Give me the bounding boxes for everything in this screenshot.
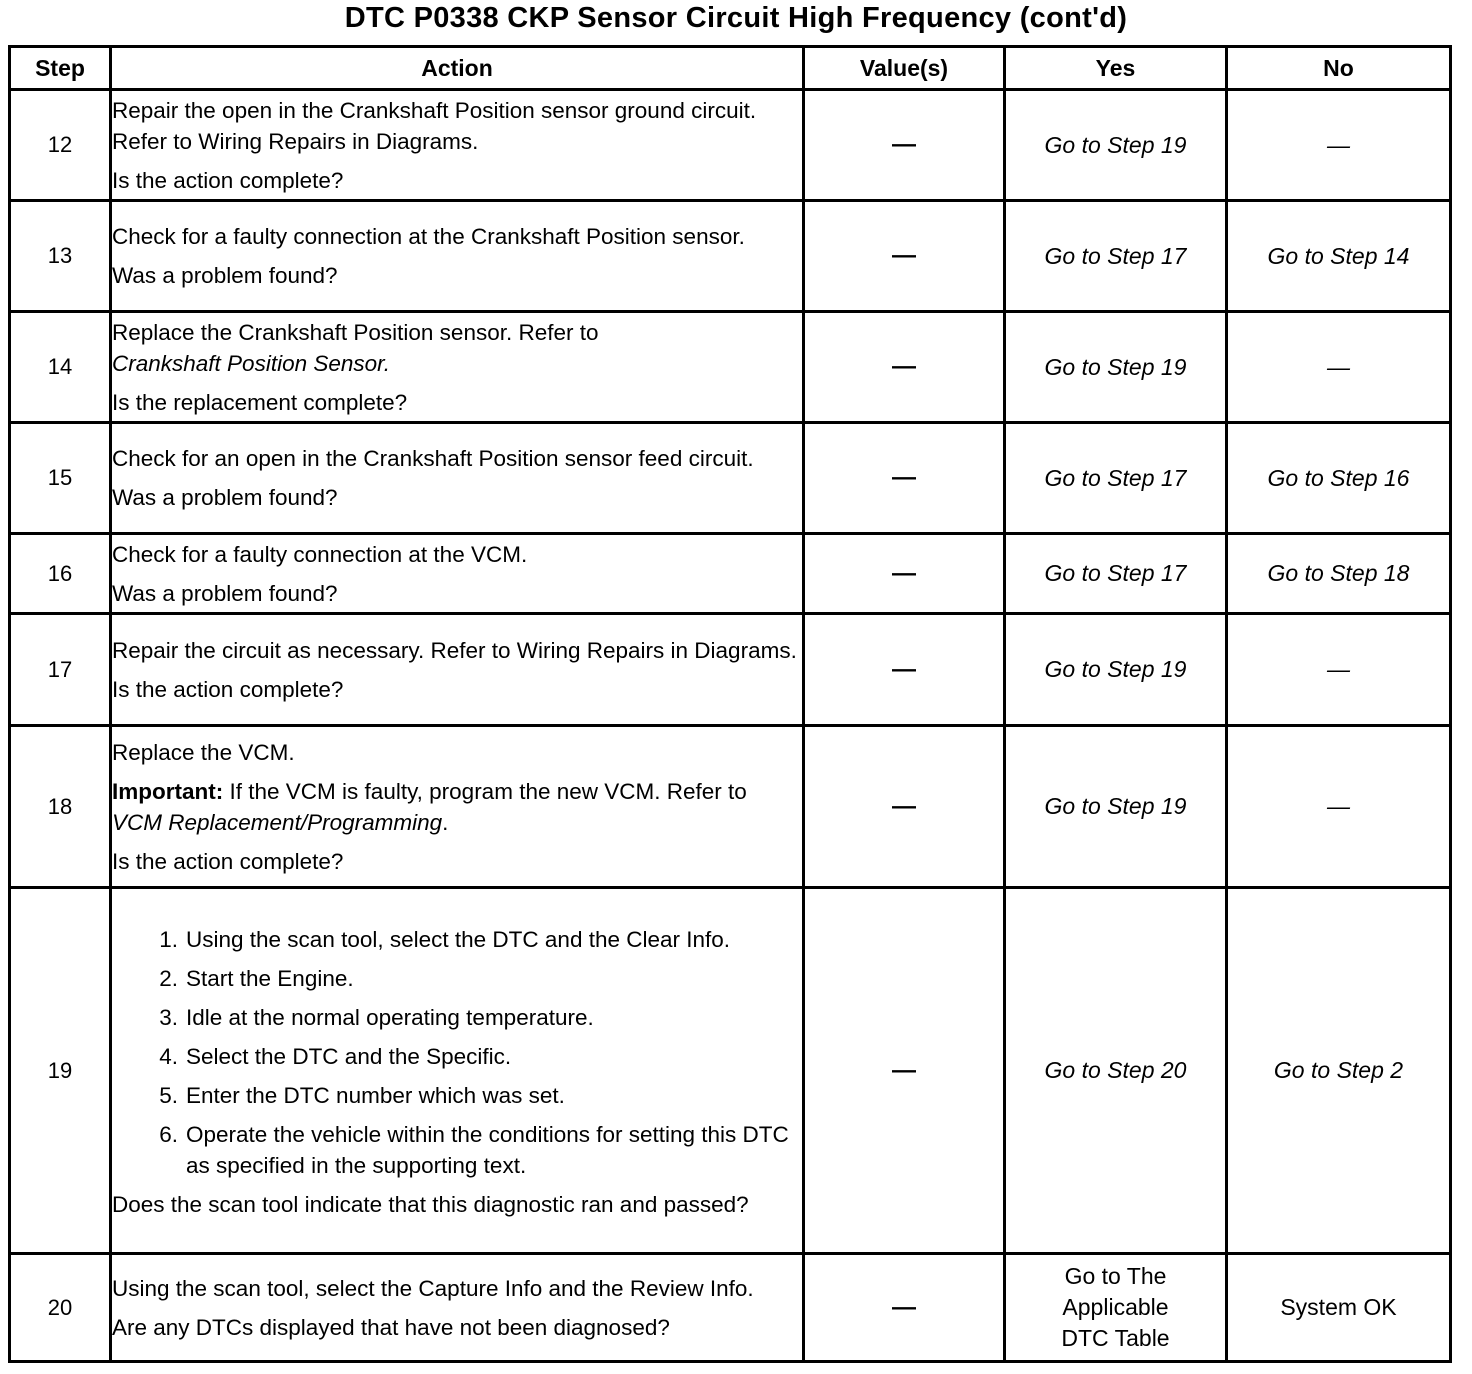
action-cell bbox=[111, 423, 804, 534]
action-cell bbox=[111, 534, 804, 614]
no-cell: — bbox=[1227, 614, 1451, 726]
action-text: Using the scan tool, select the Capture Info and the Review Info. bbox=[112, 1275, 754, 1301]
header-yes: Yes bbox=[1005, 47, 1227, 90]
diagnostic-table bbox=[8, 45, 1452, 1363]
action-question: Does the scan tool indicate that this diagnostic ran and passed? bbox=[112, 1192, 749, 1217]
action-reference: Crankshaft Position Sensor. bbox=[112, 350, 391, 376]
value-cell: — bbox=[804, 312, 1005, 423]
no-cell: Go to Step 16 bbox=[1227, 423, 1451, 534]
table-row bbox=[10, 423, 1451, 534]
no-cell: Go to Step 18 bbox=[1227, 534, 1451, 614]
important-note: Important: If the VCM is faulty, program the new VCM. Refer to VCM Replacement/Programming. bbox=[112, 778, 747, 835]
list-item: 4. Select the DTC and the Specific. bbox=[159, 1044, 512, 1069]
table-row bbox=[10, 1254, 1451, 1362]
value-cell: — bbox=[804, 423, 1005, 534]
value-cell: — bbox=[804, 534, 1005, 614]
step-number: 18 bbox=[10, 726, 111, 888]
action-question: Is the action complete? bbox=[112, 167, 344, 193]
action-cell bbox=[111, 1254, 804, 1362]
yes-cell: Go to Step 17 bbox=[1005, 423, 1227, 534]
action-cell bbox=[111, 90, 804, 201]
step-number: 12 bbox=[10, 90, 111, 201]
value-cell: — bbox=[804, 726, 1005, 888]
value-cell: — bbox=[804, 888, 1005, 1254]
action-cell bbox=[111, 312, 804, 423]
list-item: 1. Using the scan tool, select the DTC and the Clear Info. bbox=[159, 927, 731, 952]
action-question: Is the action complete? bbox=[112, 848, 344, 874]
yes-cell: Go to Step 20 bbox=[1005, 888, 1227, 1254]
no-cell: — bbox=[1227, 312, 1451, 423]
yes-cell: Go to The Applicable DTC Table bbox=[1005, 1254, 1227, 1362]
step-number: 19 bbox=[10, 888, 111, 1254]
table-row bbox=[10, 726, 1451, 888]
step-number: 17 bbox=[10, 614, 111, 726]
value-cell: — bbox=[804, 1254, 1005, 1362]
action-text: Repair the circuit as necessary. Refer to Wiring Repairs in Diagrams. bbox=[112, 637, 797, 663]
table-row bbox=[10, 888, 1451, 1254]
table-row bbox=[10, 614, 1451, 726]
yes-cell: Go to Step 19 bbox=[1005, 614, 1227, 726]
value-cell: — bbox=[804, 201, 1005, 312]
value-cell: — bbox=[804, 614, 1005, 726]
yes-cell: Go to Step 19 bbox=[1005, 90, 1227, 201]
header-action: Action bbox=[111, 47, 804, 90]
action-text: Repair the open in the Crankshaft Position sensor ground circuit. Refer to Wiring Repairs in Diagrams. bbox=[112, 97, 757, 154]
important-reference: VCM Replacement/Programming bbox=[112, 809, 443, 835]
list-item: 5. Enter the DTC number which was set. bbox=[159, 1083, 565, 1108]
action-cell bbox=[111, 726, 804, 888]
list-item: 3. Idle at the normal operating temperature. bbox=[159, 1005, 594, 1030]
procedure-list bbox=[112, 924, 802, 1181]
no-cell: — bbox=[1227, 90, 1451, 201]
yes-cell: Go to Step 19 bbox=[1005, 312, 1227, 423]
action-text: Replace the VCM. bbox=[112, 739, 295, 765]
yes-cell: Go to Step 17 bbox=[1005, 201, 1227, 312]
no-cell: Go to Step 14 bbox=[1227, 201, 1451, 312]
step-number: 15 bbox=[10, 423, 111, 534]
table-row bbox=[10, 312, 1451, 423]
step-number: 13 bbox=[10, 201, 111, 312]
action-cell bbox=[111, 888, 804, 1254]
important-label: Important: bbox=[112, 778, 224, 804]
header-step: Step bbox=[10, 47, 111, 90]
important-text: If the VCM is faulty, program the new VCM. Refer to bbox=[229, 778, 747, 804]
no-cell: Go to Step 2 bbox=[1227, 888, 1451, 1254]
step-number: 14 bbox=[10, 312, 111, 423]
action-question: Is the action complete? bbox=[112, 676, 344, 702]
action-cell bbox=[111, 614, 804, 726]
header-no: No bbox=[1227, 47, 1451, 90]
action-question: Was a problem found? bbox=[112, 263, 338, 288]
header-values: Value(s) bbox=[804, 47, 1005, 90]
no-cell: System OK bbox=[1227, 1254, 1451, 1362]
header-row bbox=[10, 47, 1451, 90]
step-number: 16 bbox=[10, 534, 111, 614]
list-item: 6. Operate the vehicle within the conditions for setting this DTC as specified in the supporting text. bbox=[159, 1122, 789, 1178]
list-item: 2. Start the Engine. bbox=[159, 966, 354, 991]
action-question: Was a problem found? bbox=[112, 485, 338, 510]
action-question: Are any DTCs displayed that have not been diagnosed? bbox=[112, 1314, 670, 1340]
action-cell bbox=[111, 201, 804, 312]
page-title: DTC P0338 CKP Sensor Circuit High Frequency (cont'd) bbox=[344, 2, 1128, 34]
no-cell: — bbox=[1227, 726, 1451, 888]
table-row bbox=[10, 201, 1451, 312]
action-text: Check for a faulty connection at the Crankshaft Position sensor. bbox=[112, 224, 745, 249]
action-text: Check for an open in the Crankshaft Position sensor feed circuit. bbox=[112, 446, 754, 471]
table-row bbox=[10, 534, 1451, 614]
value-cell: — bbox=[804, 90, 1005, 201]
action-text: Replace the Crankshaft Position sensor. Refer to bbox=[112, 319, 599, 345]
action-question: Is the replacement complete? bbox=[112, 389, 408, 415]
action-question: Was a problem found? bbox=[112, 580, 338, 606]
yes-cell: Go to Step 19 bbox=[1005, 726, 1227, 888]
yes-cell: Go to Step 17 bbox=[1005, 534, 1227, 614]
step-number: 20 bbox=[10, 1254, 111, 1362]
table-row bbox=[10, 90, 1451, 201]
action-text: Check for a faulty connection at the VCM. bbox=[112, 541, 528, 567]
